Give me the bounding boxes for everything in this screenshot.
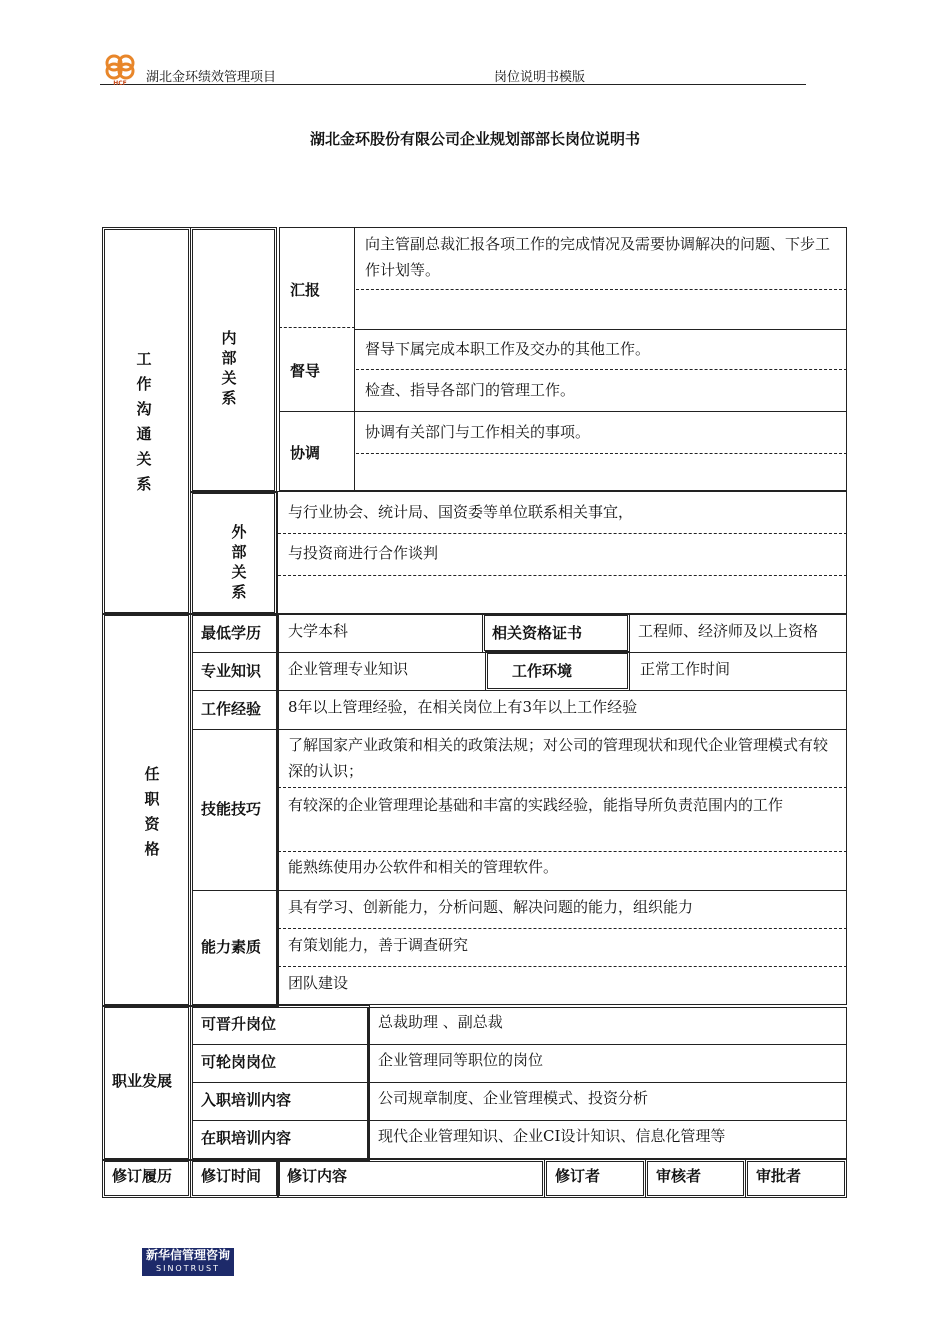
revision-header-time: 修订时间 [201, 1167, 262, 1185]
communication-section-label: 工作沟通关系 [136, 350, 152, 493]
internal-relations-label: 内部关系 [221, 329, 237, 407]
cert-label: 相关资格证书 [492, 624, 583, 642]
revision-section-label: 修订履历 [112, 1167, 173, 1185]
skills-item-3: 能熟练使用办公软件和相关的管理软件。 [288, 858, 559, 876]
experience-value: 8年以上管理经验，在相关岗位上有3年以上工作经验 [288, 698, 638, 716]
report-label: 汇报 [290, 281, 321, 299]
rotation-label: 可轮岗岗位 [201, 1053, 277, 1071]
education-label: 最低学历 [201, 624, 262, 642]
external-item-1: 与行业协会、统计局、国资委等单位联系相关事宜， [288, 503, 634, 521]
skills-label: 技能技巧 [201, 800, 262, 818]
hcf-logo [100, 52, 140, 86]
experience-label: 工作经验 [201, 700, 262, 718]
education-value: 大学本科 [288, 622, 349, 640]
revision-header-reviewer: 审核者 [656, 1167, 702, 1185]
sinotrust-logo [142, 1248, 234, 1276]
career-section-label: 职业发展 [112, 1072, 173, 1090]
qualification-section-label: 任职资格 [144, 765, 160, 858]
supervise-item-2: 检查、指导各部门的管理工作。 [365, 381, 576, 399]
ontheJob-label: 在职培训内容 [201, 1129, 292, 1147]
footer-logo-en: SINOTRUST [156, 1264, 220, 1273]
supervise-item-1: 督导下属完成本职工作及交办的其他工作。 [365, 340, 651, 358]
ontheJob-value: 现代企业管理知识、企业CI设计知识、信息化管理等 [378, 1127, 726, 1145]
knowledge-label: 专业知识 [201, 662, 262, 680]
ability-item-3: 团队建设 [288, 974, 349, 992]
page-title: 湖北金环股份有限公司企业规划部部长岗位说明书 [309, 130, 640, 148]
ability-label: 能力素质 [201, 938, 262, 956]
job-description-table [100, 223, 850, 1198]
logo-text: HCF [113, 80, 127, 86]
ability-item-1: 具有学习、创新能力，分析问题、解决问题的能力，组织能力 [288, 898, 694, 916]
supervise-label: 督导 [290, 362, 321, 380]
coordinate-label: 协调 [290, 444, 321, 462]
external-relations-label: 外部关系 [231, 523, 247, 601]
revision-header-reviser: 修订者 [555, 1167, 601, 1185]
report-text: 向主管副总裁汇报各项工作的完成情况及需要协调解决的问题、下步工作计划等。 [365, 235, 831, 279]
onboarding-value: 公司规章制度、企业管理模式、投资分析 [378, 1089, 649, 1107]
skills-item-2: 有较深的企业管理理论基础和丰富的实践经验，能指导所负责范围内的工作 [288, 796, 784, 814]
coordinate-text: 协调有关部门与工作相关的事项。 [365, 423, 591, 441]
env-label: 工作环境 [512, 662, 573, 680]
revision-header-content: 修订内容 [287, 1167, 348, 1185]
knowledge-value: 企业管理专业知识 [288, 660, 409, 678]
env-value: 正常工作时间 [640, 660, 731, 678]
cert-value: 工程师、经济师及以上资格 [638, 622, 819, 640]
revision-header-approver: 审批者 [756, 1167, 802, 1185]
header-project: 湖北金环绩效管理项目 [146, 70, 277, 85]
header-doc-type: 岗位说明书模版 [494, 70, 586, 85]
onboarding-label: 入职培训内容 [201, 1091, 292, 1109]
promotion-label: 可晋升岗位 [201, 1015, 277, 1033]
footer-logo-cn: 新华信管理咨询 [145, 1248, 230, 1262]
rotation-value: 企业管理同等职位的岗位 [378, 1051, 544, 1069]
page-header [100, 56, 806, 85]
skills-item-1: 了解国家产业政策和相关的政策法规；对公司的管理现状和现代企业管理模式有较深的认识； [288, 736, 829, 780]
ability-item-2: 有策划能力，善于调查研究 [288, 936, 469, 954]
promotion-value: 总裁助理 、副总裁 [378, 1013, 503, 1031]
external-item-2: 与投资商进行合作谈判 [288, 544, 439, 562]
